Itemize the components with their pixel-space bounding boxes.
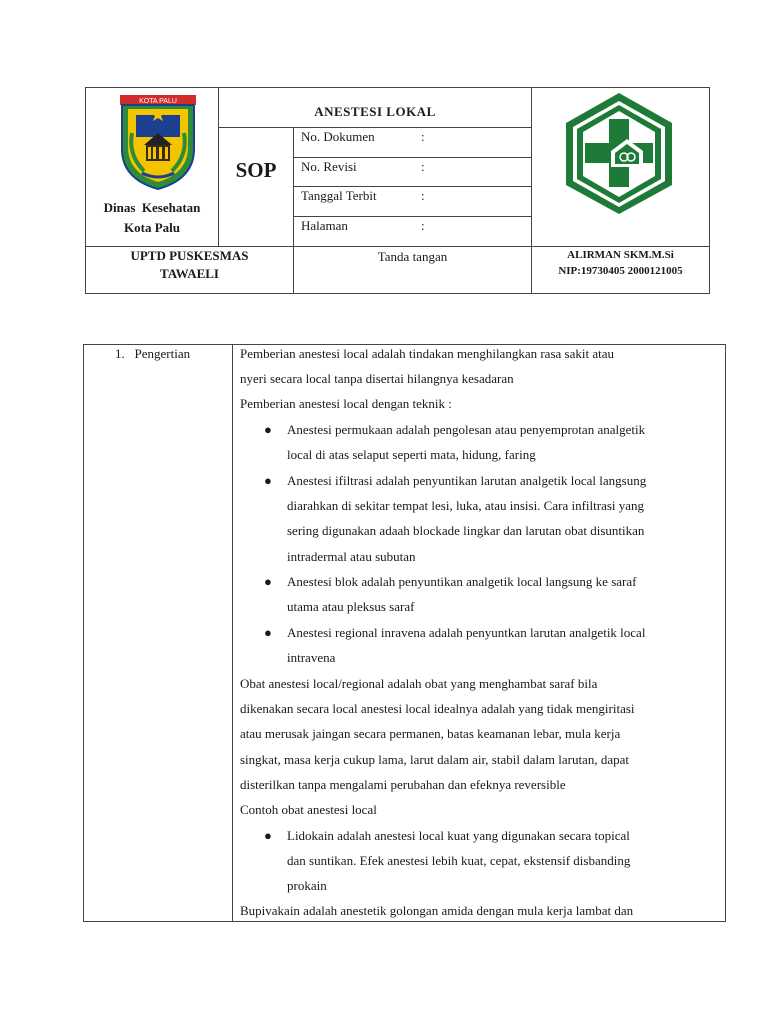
logo-banner-text: KOTA PALU xyxy=(139,98,177,105)
list-item xyxy=(240,417,720,469)
header-table xyxy=(85,87,710,294)
sop-label: SOP xyxy=(235,158,277,182)
list-item xyxy=(240,620,720,672)
body-line: Bupivakain adalah anestetik golongan amida dengan mula kerja lambat dan xyxy=(240,903,634,918)
body-line: nyeri secara local tanpa disertai hilangnya kesadaran xyxy=(240,371,514,386)
unit-line-2: TAWAELI xyxy=(159,266,219,281)
field-label: No. Dokumen xyxy=(301,129,375,144)
field-halaman xyxy=(301,218,526,242)
signer-name: ALIRMAN SKM.M.Si xyxy=(567,249,674,261)
list-item-line: utama atau pleksus saraf xyxy=(287,599,415,614)
list-item-line: intravena xyxy=(287,650,336,665)
document-title: ANESTESI LOKAL xyxy=(314,104,436,119)
body-line: atau merusak jaingan secara permanen, batas keamanan lebar, mula kerja xyxy=(240,726,621,741)
body-line: Pemberian anestesi local dengan teknik : xyxy=(240,396,452,411)
section-label: 1. Pengertian xyxy=(115,346,191,361)
list-item xyxy=(240,468,720,570)
bullet-icon: ● xyxy=(264,828,272,843)
list-item-line: Anestesi ifiltrasi adalah penyuntikan larutan analgetik local langsung xyxy=(287,473,647,488)
list-item xyxy=(240,569,720,621)
kota-palu-emblem-icon xyxy=(118,93,198,191)
body-line: Contoh obat anestesi local xyxy=(240,802,377,817)
list-item-line: intradermal atau subutan xyxy=(287,549,416,564)
org-name xyxy=(86,198,218,238)
list-item-line: sering digunakan adaah blockade lingkar dan larutan obat disuntikan xyxy=(287,523,645,538)
bullet-icon: ● xyxy=(264,574,272,589)
field-label: Tanggal Terbit xyxy=(301,188,377,203)
list-item-line: Anestesi blok adalah penyuntikan analgetik local langsung ke saraf xyxy=(287,574,637,589)
unit-line-1: UPTD PUSKESMAS xyxy=(130,248,249,263)
body-line: dikenakan secara local anestesi local idealnya adalah yang tidak mengiritasi xyxy=(240,701,635,716)
field-sep: : xyxy=(421,218,425,233)
org-line-2: Kota Palu xyxy=(124,220,180,235)
field-sep: : xyxy=(421,159,425,174)
field-label: Halaman xyxy=(301,218,348,233)
list-item xyxy=(240,823,720,901)
field-label: No. Revisi xyxy=(301,159,357,174)
list-item-line: Lidokain adalah anestesi local kuat yang digunakan secara topical xyxy=(287,828,630,843)
signer-block xyxy=(532,247,709,279)
field-tanggal-terbit xyxy=(301,188,526,212)
content-table xyxy=(83,344,726,922)
unit-name xyxy=(86,247,293,283)
body-line: singkat, masa kerja cukup lama, larut dalam air, stabil dalam larutan, dapat xyxy=(240,752,629,767)
list-item-line: Anestesi regional inravena adalah penyuntkan larutan analgetik local xyxy=(287,625,646,640)
field-sep: : xyxy=(421,188,425,203)
org-line-1: Dinas Kesehatan xyxy=(103,200,201,215)
bullet-icon: ● xyxy=(264,422,272,437)
bullet-icon: ● xyxy=(264,625,272,640)
field-no-dokumen xyxy=(301,129,526,153)
body-line: disterilkan tanpa mengalami perubahan dan efeknya reversible xyxy=(240,777,566,792)
field-no-revisi xyxy=(301,159,526,183)
field-sep: : xyxy=(421,129,425,144)
list-item-line: dan suntikan. Efek anestesi lebih kuat, cepat, ekstensif disbanding xyxy=(287,853,631,868)
bullet-icon: ● xyxy=(264,473,272,488)
list-item-line: diarahkan di sekitar tempat lesi, luka, atau insisi. Cara infiltrasi yang xyxy=(287,498,645,513)
list-item-line: Anestesi permukaan adalah pengolesan atau penyemprotan analgetik xyxy=(287,422,646,437)
body-line: Obat anestesi local/regional adalah obat yang menghambat saraf bila xyxy=(240,676,598,691)
list-item-line: local di atas selaput seperti mata, hidung, faring xyxy=(287,447,536,462)
signature-label: Tanda tangan xyxy=(377,249,448,264)
body-line: Pemberian anestesi local adalah tindakan menghilangkan rasa sakit atau xyxy=(240,346,614,361)
signer-nip: NIP:19730405 2000121005 xyxy=(558,265,683,277)
puskesmas-cross-logo-icon xyxy=(555,91,683,216)
list-item-line: prokain xyxy=(287,878,327,893)
